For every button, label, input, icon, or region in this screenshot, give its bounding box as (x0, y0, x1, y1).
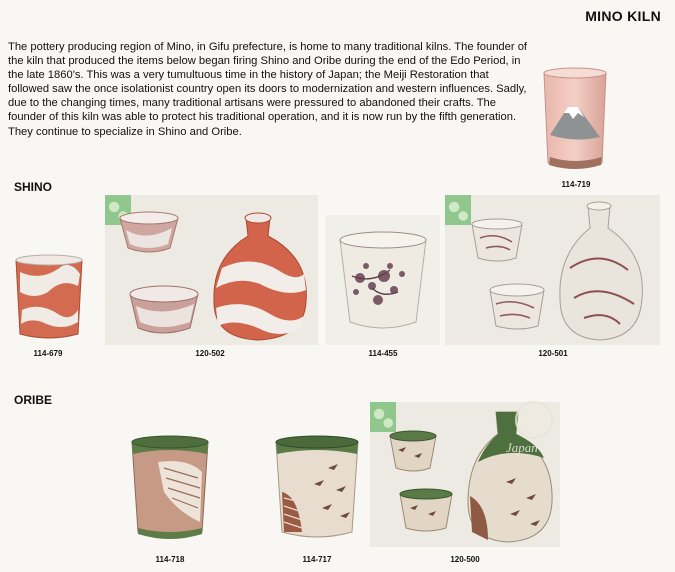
product-code-114-717: 114-717 (302, 555, 332, 564)
watermark-logo (500, 398, 570, 460)
product-code-114-455: 114-455 (368, 349, 398, 358)
product-image-114-679[interactable] (12, 252, 87, 342)
product-code-120-502: 120-502 (195, 349, 225, 358)
svg-text:Japan: Japan (506, 440, 538, 455)
product-image-114-719[interactable] (538, 65, 613, 175)
product-code-114-718: 114-718 (155, 555, 185, 564)
product-code-114-679: 114-679 (33, 349, 63, 358)
product-code-120-501: 120-501 (538, 349, 568, 358)
product-code-114-719: 114-719 (561, 180, 591, 189)
product-image-114-455[interactable] (332, 226, 434, 338)
product-image-120-501[interactable] (450, 198, 658, 344)
product-code-120-500: 120-500 (450, 555, 480, 564)
product-image-120-502[interactable] (110, 198, 315, 344)
intro-paragraph: The pottery producing region of Mino, in Gifu prefecture, is home to many traditional kilns. The founder of the kiln that produced the items below began firing Shino and Oribe during the end of the Edo Period, in the late 1860's. This was a very tumultuous time in the history of Japan; the Meiji Restoration that followed saw the once isolationist country open its doors to modernization and western influences. Sadly, due to the changing times, many traditional artisans were pressured to abandoned their crafts. The founder of this kiln was able to protect his traditional operation, and it is now run by the fifth generation. They continue to specialize in Shino and Oribe. (8, 41, 528, 138)
product-image-114-717[interactable] (272, 432, 362, 544)
product-image-114-718[interactable] (128, 432, 212, 544)
section-title-shino: SHINO (14, 180, 53, 194)
section-title-oribe: ORIBE (14, 393, 53, 407)
page-title: MINO KILN (585, 8, 661, 24)
